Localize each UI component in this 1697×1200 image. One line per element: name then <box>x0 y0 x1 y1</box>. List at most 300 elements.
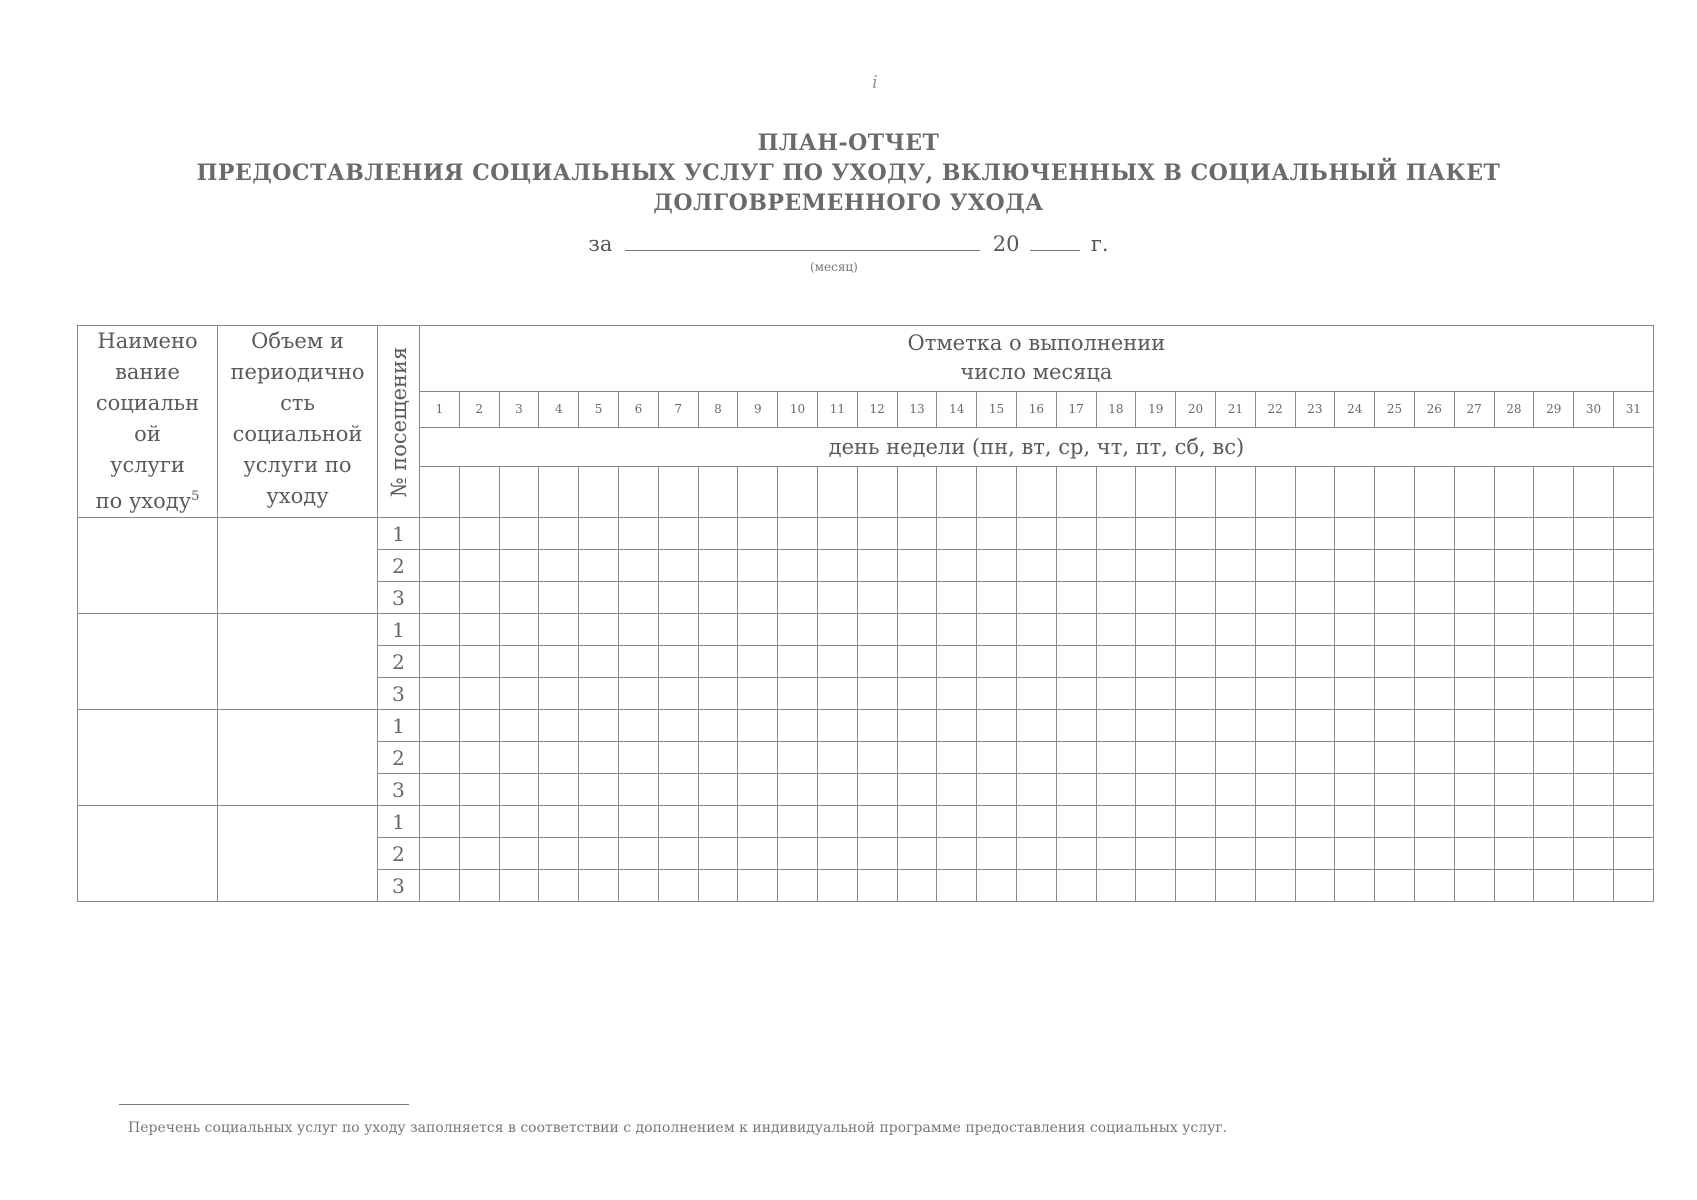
completion-mark-cell[interactable] <box>1574 614 1614 646</box>
completion-mark-cell[interactable] <box>618 518 658 550</box>
completion-mark-cell[interactable] <box>1613 742 1653 774</box>
completion-mark-cell[interactable] <box>1414 774 1454 806</box>
weekday-entry-cell[interactable] <box>499 466 539 517</box>
completion-mark-cell[interactable] <box>1414 710 1454 742</box>
completion-mark-cell[interactable] <box>698 582 738 614</box>
completion-mark-cell[interactable] <box>1016 710 1056 742</box>
completion-mark-cell[interactable] <box>459 870 499 902</box>
completion-mark-cell[interactable] <box>539 838 579 870</box>
completion-mark-cell[interactable] <box>658 582 698 614</box>
completion-mark-cell[interactable] <box>539 806 579 838</box>
completion-mark-cell[interactable] <box>1176 550 1216 582</box>
completion-mark-cell[interactable] <box>1534 518 1574 550</box>
completion-mark-cell[interactable] <box>1136 710 1176 742</box>
completion-mark-cell[interactable] <box>1414 646 1454 678</box>
completion-mark-cell[interactable] <box>1335 614 1375 646</box>
completion-mark-cell[interactable] <box>1215 710 1255 742</box>
completion-mark-cell[interactable] <box>618 742 658 774</box>
completion-mark-cell[interactable] <box>738 806 778 838</box>
completion-mark-cell[interactable] <box>1494 774 1534 806</box>
completion-mark-cell[interactable] <box>1016 646 1056 678</box>
completion-mark-cell[interactable] <box>1613 550 1653 582</box>
completion-mark-cell[interactable] <box>499 582 539 614</box>
completion-mark-cell[interactable] <box>778 518 818 550</box>
completion-mark-cell[interactable] <box>1375 646 1415 678</box>
completion-mark-cell[interactable] <box>1215 582 1255 614</box>
completion-mark-cell[interactable] <box>579 518 619 550</box>
completion-mark-cell[interactable] <box>1494 870 1534 902</box>
completion-mark-cell[interactable] <box>1176 742 1216 774</box>
completion-mark-cell[interactable] <box>420 646 460 678</box>
completion-mark-cell[interactable] <box>1176 870 1216 902</box>
completion-mark-cell[interactable] <box>1056 710 1096 742</box>
completion-mark-cell[interactable] <box>1295 870 1335 902</box>
completion-mark-cell[interactable] <box>1454 518 1494 550</box>
completion-mark-cell[interactable] <box>698 678 738 710</box>
weekday-entry-cell[interactable] <box>738 466 778 517</box>
weekday-entry-cell[interactable] <box>1136 466 1176 517</box>
completion-mark-cell[interactable] <box>1176 838 1216 870</box>
completion-mark-cell[interactable] <box>499 774 539 806</box>
completion-mark-cell[interactable] <box>420 742 460 774</box>
completion-mark-cell[interactable] <box>698 614 738 646</box>
completion-mark-cell[interactable] <box>579 838 619 870</box>
completion-mark-cell[interactable] <box>698 774 738 806</box>
completion-mark-cell[interactable] <box>1295 742 1335 774</box>
completion-mark-cell[interactable] <box>1335 806 1375 838</box>
completion-mark-cell[interactable] <box>618 646 658 678</box>
completion-mark-cell[interactable] <box>1414 518 1454 550</box>
completion-mark-cell[interactable] <box>1295 710 1335 742</box>
completion-mark-cell[interactable] <box>1056 582 1096 614</box>
completion-mark-cell[interactable] <box>1016 518 1056 550</box>
completion-mark-cell[interactable] <box>817 646 857 678</box>
completion-mark-cell[interactable] <box>1255 582 1295 614</box>
completion-mark-cell[interactable] <box>698 838 738 870</box>
completion-mark-cell[interactable] <box>1295 646 1335 678</box>
completion-mark-cell[interactable] <box>1335 646 1375 678</box>
completion-mark-cell[interactable] <box>1136 678 1176 710</box>
completion-mark-cell[interactable] <box>937 870 977 902</box>
completion-mark-cell[interactable] <box>1215 614 1255 646</box>
completion-mark-cell[interactable] <box>1056 550 1096 582</box>
completion-mark-cell[interactable] <box>738 870 778 902</box>
completion-mark-cell[interactable] <box>459 838 499 870</box>
completion-mark-cell[interactable] <box>1414 582 1454 614</box>
completion-mark-cell[interactable] <box>539 518 579 550</box>
completion-mark-cell[interactable] <box>1613 518 1653 550</box>
completion-mark-cell[interactable] <box>778 646 818 678</box>
completion-mark-cell[interactable] <box>1136 806 1176 838</box>
completion-mark-cell[interactable] <box>1375 518 1415 550</box>
completion-mark-cell[interactable] <box>937 742 977 774</box>
completion-mark-cell[interactable] <box>698 518 738 550</box>
completion-mark-cell[interactable] <box>1176 582 1216 614</box>
completion-mark-cell[interactable] <box>977 774 1017 806</box>
weekday-entry-cell[interactable] <box>1335 466 1375 517</box>
completion-mark-cell[interactable] <box>1176 614 1216 646</box>
year-blank[interactable] <box>1030 232 1080 251</box>
completion-mark-cell[interactable] <box>857 550 897 582</box>
completion-mark-cell[interactable] <box>1016 806 1056 838</box>
completion-mark-cell[interactable] <box>1215 742 1255 774</box>
weekday-entry-cell[interactable] <box>857 466 897 517</box>
completion-mark-cell[interactable] <box>857 870 897 902</box>
completion-mark-cell[interactable] <box>738 646 778 678</box>
completion-mark-cell[interactable] <box>618 550 658 582</box>
completion-mark-cell[interactable] <box>778 870 818 902</box>
completion-mark-cell[interactable] <box>1016 582 1056 614</box>
completion-mark-cell[interactable] <box>738 742 778 774</box>
completion-mark-cell[interactable] <box>817 742 857 774</box>
completion-mark-cell[interactable] <box>1494 838 1534 870</box>
completion-mark-cell[interactable] <box>1414 678 1454 710</box>
completion-mark-cell[interactable] <box>1574 550 1614 582</box>
completion-mark-cell[interactable] <box>897 646 937 678</box>
completion-mark-cell[interactable] <box>1136 582 1176 614</box>
completion-mark-cell[interactable] <box>1176 710 1216 742</box>
completion-mark-cell[interactable] <box>1375 582 1415 614</box>
completion-mark-cell[interactable] <box>1574 838 1614 870</box>
completion-mark-cell[interactable] <box>499 838 539 870</box>
completion-mark-cell[interactable] <box>1454 710 1494 742</box>
completion-mark-cell[interactable] <box>459 742 499 774</box>
service-name-cell[interactable] <box>78 614 218 710</box>
completion-mark-cell[interactable] <box>1375 550 1415 582</box>
completion-mark-cell[interactable] <box>579 550 619 582</box>
completion-mark-cell[interactable] <box>1295 518 1335 550</box>
completion-mark-cell[interactable] <box>977 870 1017 902</box>
completion-mark-cell[interactable] <box>1136 614 1176 646</box>
completion-mark-cell[interactable] <box>817 582 857 614</box>
completion-mark-cell[interactable] <box>1096 806 1136 838</box>
completion-mark-cell[interactable] <box>1414 742 1454 774</box>
weekday-entry-cell[interactable] <box>1056 466 1096 517</box>
completion-mark-cell[interactable] <box>1613 614 1653 646</box>
weekday-entry-cell[interactable] <box>817 466 857 517</box>
completion-mark-cell[interactable] <box>658 774 698 806</box>
completion-mark-cell[interactable] <box>420 518 460 550</box>
completion-mark-cell[interactable] <box>1335 742 1375 774</box>
completion-mark-cell[interactable] <box>1454 806 1494 838</box>
completion-mark-cell[interactable] <box>937 838 977 870</box>
completion-mark-cell[interactable] <box>1454 614 1494 646</box>
completion-mark-cell[interactable] <box>618 838 658 870</box>
completion-mark-cell[interactable] <box>420 550 460 582</box>
completion-mark-cell[interactable] <box>1454 742 1494 774</box>
completion-mark-cell[interactable] <box>658 550 698 582</box>
completion-mark-cell[interactable] <box>897 774 937 806</box>
completion-mark-cell[interactable] <box>618 870 658 902</box>
completion-mark-cell[interactable] <box>1295 838 1335 870</box>
completion-mark-cell[interactable] <box>459 614 499 646</box>
completion-mark-cell[interactable] <box>698 806 738 838</box>
completion-mark-cell[interactable] <box>857 646 897 678</box>
completion-mark-cell[interactable] <box>857 678 897 710</box>
completion-mark-cell[interactable] <box>459 678 499 710</box>
weekday-entry-cell[interactable] <box>937 466 977 517</box>
completion-mark-cell[interactable] <box>420 678 460 710</box>
completion-mark-cell[interactable] <box>1096 614 1136 646</box>
completion-mark-cell[interactable] <box>698 646 738 678</box>
completion-mark-cell[interactable] <box>937 518 977 550</box>
completion-mark-cell[interactable] <box>1295 614 1335 646</box>
completion-mark-cell[interactable] <box>1454 774 1494 806</box>
completion-mark-cell[interactable] <box>1534 678 1574 710</box>
completion-mark-cell[interactable] <box>1534 774 1574 806</box>
completion-mark-cell[interactable] <box>420 774 460 806</box>
completion-mark-cell[interactable] <box>1494 614 1534 646</box>
completion-mark-cell[interactable] <box>1574 806 1614 838</box>
completion-mark-cell[interactable] <box>1414 806 1454 838</box>
completion-mark-cell[interactable] <box>738 550 778 582</box>
completion-mark-cell[interactable] <box>1375 870 1415 902</box>
completion-mark-cell[interactable] <box>579 582 619 614</box>
completion-mark-cell[interactable] <box>857 806 897 838</box>
completion-mark-cell[interactable] <box>1335 550 1375 582</box>
completion-mark-cell[interactable] <box>1574 678 1614 710</box>
completion-mark-cell[interactable] <box>1335 870 1375 902</box>
completion-mark-cell[interactable] <box>1016 838 1056 870</box>
weekday-entry-cell[interactable] <box>1255 466 1295 517</box>
completion-mark-cell[interactable] <box>1096 710 1136 742</box>
completion-mark-cell[interactable] <box>1335 710 1375 742</box>
completion-mark-cell[interactable] <box>1574 710 1614 742</box>
completion-mark-cell[interactable] <box>937 614 977 646</box>
completion-mark-cell[interactable] <box>1096 838 1136 870</box>
completion-mark-cell[interactable] <box>698 550 738 582</box>
completion-mark-cell[interactable] <box>1255 550 1295 582</box>
completion-mark-cell[interactable] <box>1613 678 1653 710</box>
completion-mark-cell[interactable] <box>1335 582 1375 614</box>
completion-mark-cell[interactable] <box>1096 678 1136 710</box>
completion-mark-cell[interactable] <box>420 614 460 646</box>
completion-mark-cell[interactable] <box>1056 774 1096 806</box>
completion-mark-cell[interactable] <box>1136 774 1176 806</box>
completion-mark-cell[interactable] <box>579 710 619 742</box>
completion-mark-cell[interactable] <box>1056 646 1096 678</box>
completion-mark-cell[interactable] <box>1454 550 1494 582</box>
completion-mark-cell[interactable] <box>420 870 460 902</box>
completion-mark-cell[interactable] <box>1016 678 1056 710</box>
weekday-entry-cell[interactable] <box>658 466 698 517</box>
completion-mark-cell[interactable] <box>579 646 619 678</box>
completion-mark-cell[interactable] <box>1096 582 1136 614</box>
completion-mark-cell[interactable] <box>1574 774 1614 806</box>
weekday-entry-cell[interactable] <box>778 466 818 517</box>
completion-mark-cell[interactable] <box>658 742 698 774</box>
completion-mark-cell[interactable] <box>1534 838 1574 870</box>
completion-mark-cell[interactable] <box>658 518 698 550</box>
completion-mark-cell[interactable] <box>1215 774 1255 806</box>
completion-mark-cell[interactable] <box>1613 582 1653 614</box>
completion-mark-cell[interactable] <box>817 774 857 806</box>
weekday-entry-cell[interactable] <box>1295 466 1335 517</box>
weekday-entry-cell[interactable] <box>1096 466 1136 517</box>
completion-mark-cell[interactable] <box>1574 870 1614 902</box>
weekday-entry-cell[interactable] <box>1454 466 1494 517</box>
completion-mark-cell[interactable] <box>937 774 977 806</box>
completion-mark-cell[interactable] <box>817 806 857 838</box>
completion-mark-cell[interactable] <box>1255 806 1295 838</box>
completion-mark-cell[interactable] <box>778 710 818 742</box>
completion-mark-cell[interactable] <box>817 710 857 742</box>
completion-mark-cell[interactable] <box>937 582 977 614</box>
service-volume-cell[interactable] <box>218 518 378 614</box>
completion-mark-cell[interactable] <box>857 838 897 870</box>
completion-mark-cell[interactable] <box>977 678 1017 710</box>
completion-mark-cell[interactable] <box>1295 774 1335 806</box>
completion-mark-cell[interactable] <box>658 614 698 646</box>
completion-mark-cell[interactable] <box>539 550 579 582</box>
service-name-cell[interactable] <box>78 806 218 902</box>
completion-mark-cell[interactable] <box>977 614 1017 646</box>
completion-mark-cell[interactable] <box>499 646 539 678</box>
weekday-entry-cell[interactable] <box>1414 466 1454 517</box>
completion-mark-cell[interactable] <box>857 518 897 550</box>
completion-mark-cell[interactable] <box>817 838 857 870</box>
completion-mark-cell[interactable] <box>738 774 778 806</box>
service-volume-cell[interactable] <box>218 710 378 806</box>
completion-mark-cell[interactable] <box>1574 582 1614 614</box>
completion-mark-cell[interactable] <box>539 646 579 678</box>
completion-mark-cell[interactable] <box>897 742 937 774</box>
completion-mark-cell[interactable] <box>1494 806 1534 838</box>
completion-mark-cell[interactable] <box>778 582 818 614</box>
completion-mark-cell[interactable] <box>897 614 937 646</box>
service-name-cell[interactable] <box>78 518 218 614</box>
completion-mark-cell[interactable] <box>1375 774 1415 806</box>
completion-mark-cell[interactable] <box>1613 774 1653 806</box>
completion-mark-cell[interactable] <box>1534 710 1574 742</box>
completion-mark-cell[interactable] <box>658 710 698 742</box>
completion-mark-cell[interactable] <box>1335 518 1375 550</box>
completion-mark-cell[interactable] <box>937 678 977 710</box>
completion-mark-cell[interactable] <box>1056 614 1096 646</box>
completion-mark-cell[interactable] <box>778 838 818 870</box>
completion-mark-cell[interactable] <box>1056 838 1096 870</box>
completion-mark-cell[interactable] <box>1176 806 1216 838</box>
completion-mark-cell[interactable] <box>937 806 977 838</box>
completion-mark-cell[interactable] <box>778 550 818 582</box>
completion-mark-cell[interactable] <box>1414 838 1454 870</box>
completion-mark-cell[interactable] <box>579 774 619 806</box>
completion-mark-cell[interactable] <box>977 518 1017 550</box>
completion-mark-cell[interactable] <box>1096 870 1136 902</box>
completion-mark-cell[interactable] <box>698 710 738 742</box>
completion-mark-cell[interactable] <box>618 806 658 838</box>
completion-mark-cell[interactable] <box>977 838 1017 870</box>
completion-mark-cell[interactable] <box>1215 550 1255 582</box>
completion-mark-cell[interactable] <box>579 742 619 774</box>
completion-mark-cell[interactable] <box>1335 774 1375 806</box>
completion-mark-cell[interactable] <box>1215 518 1255 550</box>
completion-mark-cell[interactable] <box>539 774 579 806</box>
completion-mark-cell[interactable] <box>658 678 698 710</box>
weekday-entry-cell[interactable] <box>897 466 937 517</box>
completion-mark-cell[interactable] <box>539 582 579 614</box>
completion-mark-cell[interactable] <box>499 614 539 646</box>
completion-mark-cell[interactable] <box>1215 870 1255 902</box>
completion-mark-cell[interactable] <box>977 582 1017 614</box>
completion-mark-cell[interactable] <box>1574 742 1614 774</box>
completion-mark-cell[interactable] <box>1454 678 1494 710</box>
completion-mark-cell[interactable] <box>897 806 937 838</box>
completion-mark-cell[interactable] <box>499 550 539 582</box>
completion-mark-cell[interactable] <box>1136 646 1176 678</box>
completion-mark-cell[interactable] <box>778 774 818 806</box>
completion-mark-cell[interactable] <box>738 838 778 870</box>
completion-mark-cell[interactable] <box>579 870 619 902</box>
completion-mark-cell[interactable] <box>420 710 460 742</box>
completion-mark-cell[interactable] <box>1454 838 1494 870</box>
completion-mark-cell[interactable] <box>1255 646 1295 678</box>
completion-mark-cell[interactable] <box>778 614 818 646</box>
completion-mark-cell[interactable] <box>658 838 698 870</box>
completion-mark-cell[interactable] <box>1534 742 1574 774</box>
completion-mark-cell[interactable] <box>937 646 977 678</box>
completion-mark-cell[interactable] <box>1215 838 1255 870</box>
completion-mark-cell[interactable] <box>1016 774 1056 806</box>
weekday-entry-cell[interactable] <box>1574 466 1614 517</box>
completion-mark-cell[interactable] <box>1375 806 1415 838</box>
completion-mark-cell[interactable] <box>1494 550 1534 582</box>
completion-mark-cell[interactable] <box>1136 550 1176 582</box>
completion-mark-cell[interactable] <box>1056 518 1096 550</box>
completion-mark-cell[interactable] <box>1176 646 1216 678</box>
completion-mark-cell[interactable] <box>1096 774 1136 806</box>
completion-mark-cell[interactable] <box>1136 518 1176 550</box>
completion-mark-cell[interactable] <box>1255 614 1295 646</box>
completion-mark-cell[interactable] <box>1215 806 1255 838</box>
completion-mark-cell[interactable] <box>857 742 897 774</box>
completion-mark-cell[interactable] <box>1613 710 1653 742</box>
month-blank[interactable] <box>625 232 980 251</box>
completion-mark-cell[interactable] <box>1176 774 1216 806</box>
completion-mark-cell[interactable] <box>539 710 579 742</box>
completion-mark-cell[interactable] <box>1255 742 1295 774</box>
service-name-cell[interactable] <box>78 710 218 806</box>
completion-mark-cell[interactable] <box>499 742 539 774</box>
completion-mark-cell[interactable] <box>499 678 539 710</box>
completion-mark-cell[interactable] <box>778 806 818 838</box>
completion-mark-cell[interactable] <box>1494 710 1534 742</box>
completion-mark-cell[interactable] <box>1335 838 1375 870</box>
weekday-entry-cell[interactable] <box>1375 466 1415 517</box>
completion-mark-cell[interactable] <box>1494 742 1534 774</box>
completion-mark-cell[interactable] <box>1016 742 1056 774</box>
completion-mark-cell[interactable] <box>897 518 937 550</box>
completion-mark-cell[interactable] <box>897 710 937 742</box>
completion-mark-cell[interactable] <box>1375 710 1415 742</box>
completion-mark-cell[interactable] <box>977 742 1017 774</box>
completion-mark-cell[interactable] <box>1534 806 1574 838</box>
completion-mark-cell[interactable] <box>817 870 857 902</box>
completion-mark-cell[interactable] <box>1136 838 1176 870</box>
completion-mark-cell[interactable] <box>618 582 658 614</box>
completion-mark-cell[interactable] <box>1574 518 1614 550</box>
completion-mark-cell[interactable] <box>857 774 897 806</box>
completion-mark-cell[interactable] <box>1255 518 1295 550</box>
completion-mark-cell[interactable] <box>539 742 579 774</box>
completion-mark-cell[interactable] <box>579 614 619 646</box>
weekday-entry-cell[interactable] <box>1176 466 1216 517</box>
completion-mark-cell[interactable] <box>459 582 499 614</box>
completion-mark-cell[interactable] <box>459 518 499 550</box>
completion-mark-cell[interactable] <box>778 742 818 774</box>
completion-mark-cell[interactable] <box>658 646 698 678</box>
completion-mark-cell[interactable] <box>539 870 579 902</box>
